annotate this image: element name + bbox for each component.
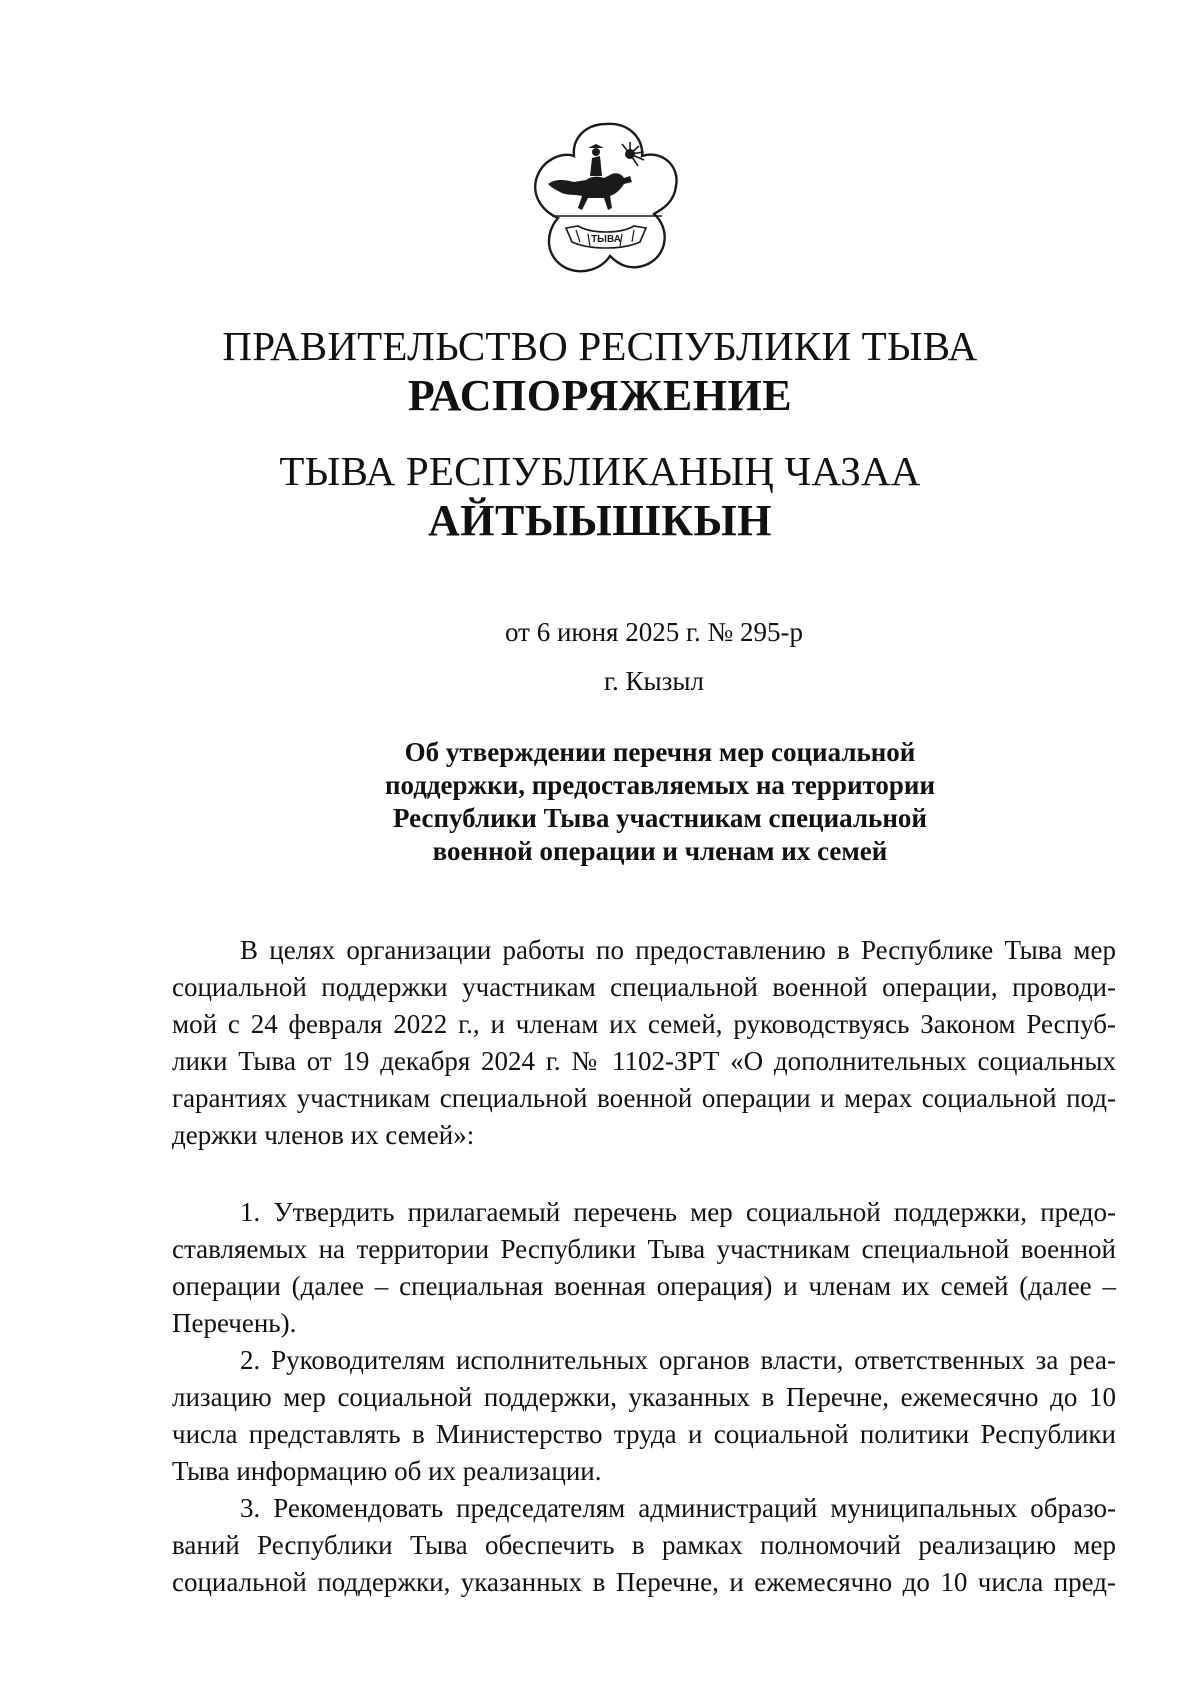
body-text-line: Перечень). — [172, 1308, 297, 1338]
title-line: военной операции и членам их семей — [432, 836, 888, 866]
body-text-line: числа представлять в Министерство труда и социальной политики Республики — [172, 1419, 1116, 1449]
title-line: поддержки, предоставляемых на территории — [384, 770, 936, 800]
body-text-line: 3. Рекомендовать председателям администраций муниципальных образо- — [240, 1493, 1116, 1523]
coat-of-arms-emblem — [526, 118, 686, 280]
body-text-line: социальной поддержки участникам специальной военной операции, проводи- — [172, 972, 1116, 1002]
body-text-line: лизацию мер социальной поддержки, указанных в Перечне, ежемесячно до 10 — [172, 1382, 1116, 1412]
body-text-line: социальной поддержки, указанных в Перечне, и ежемесячно до 10 числа пред- — [172, 1567, 1116, 1597]
body-text-line: ставляемых на территории Республики Тыва участникам специальной военной — [172, 1234, 1116, 1264]
document-type-ru: РАСПОРЯЖЕНИЕ — [407, 371, 793, 420]
government-name-ru: ПРАВИТЕЛЬСТВО РЕСПУБЛИКИ ТЫВА — [222, 323, 978, 369]
body-text-line: ваний Республики Тыва обеспечить в рамках полномочий реализацию мер — [172, 1530, 1116, 1560]
document-title — [300, 736, 1020, 868]
body-text-line: 2. Руководителям исполнительных органов власти, ответственных за реа- — [240, 1345, 1116, 1375]
horse-rider-icon — [548, 173, 632, 210]
body-text-line: гарантиях участникам специальной военной операции и мерах социальной под- — [172, 1083, 1116, 1113]
body-text-line: мой с 24 февраля 2022 г., и членам их семей, руководствуясь Законом Респуб- — [172, 1009, 1116, 1039]
body-text-line: В целях организации работы по предоставлению в Республике Тыва мер — [240, 935, 1116, 965]
emblem-ribbon-text: ТЫВА — [591, 234, 621, 245]
document-type-tyv: АЙТЫЫШКЫН — [428, 496, 772, 545]
document-date-number: от 6 июня 2025 г. № 295-р — [505, 617, 803, 647]
government-name-tyv: ТЫВА РЕСПУБЛИКАНЫҢ ЧАЗАА — [279, 448, 921, 494]
body-text-line: лики Тыва от 19 декабря 2024 г. № 1102-ЗРТ «О дополнительных социальных — [172, 1046, 1116, 1076]
title-line: Об утверждении перечня мер социальной — [404, 737, 916, 767]
body-text-line: держки членов их семей»: — [172, 1120, 475, 1150]
body-text-line: 1. Утвердить прилагаемый перечень мер социальной поддержки, предо- — [240, 1197, 1116, 1227]
body-text-line: операции (далее – специальная военная операция) и членам их семей (далее – — [172, 1271, 1116, 1301]
document-city: г. Кызыл — [604, 666, 704, 696]
title-line: Республики Тыва участникам специальной — [393, 803, 927, 833]
body-text-line: Тыва информацию об их реализации. — [172, 1456, 602, 1486]
